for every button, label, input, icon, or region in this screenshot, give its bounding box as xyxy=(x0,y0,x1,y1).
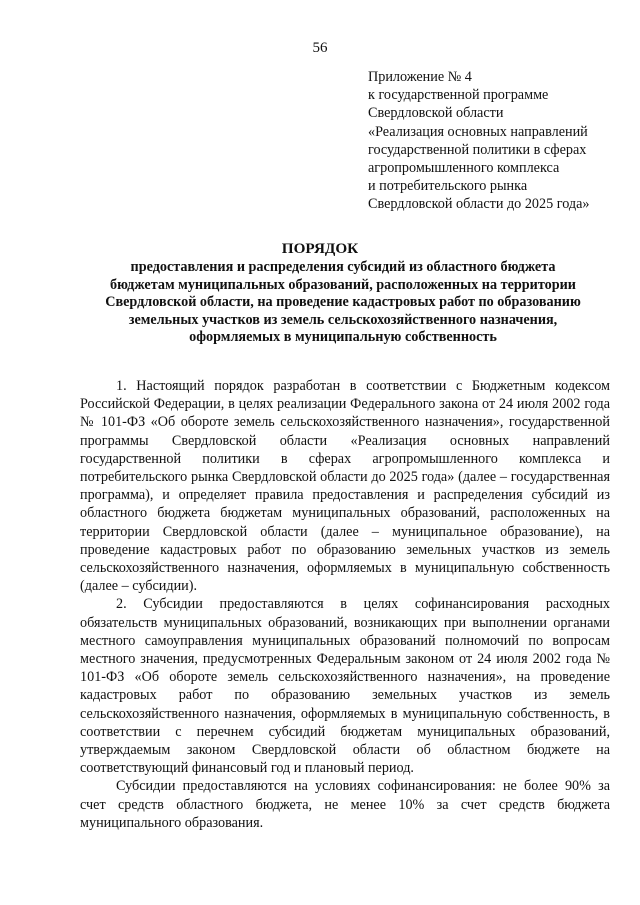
appendix-line: Приложение № 4 xyxy=(368,69,472,85)
subtitle-line: оформляемых в муниципальную собственность xyxy=(189,329,497,346)
subtitle-line: Свердловской области, на проведение кадастровых работ по образованию xyxy=(105,294,581,311)
document-body xyxy=(80,377,610,832)
paragraph-3: Субсидии предоставляются на условиях софинансирования: не более 90% за счет средств областного бюджета, не менее 10% за счет средств бюджета муниципального образования. xyxy=(80,778,610,831)
appendix-line: «Реализация основных направлений xyxy=(368,123,588,140)
paragraph-1: 1. Настоящий порядок разработан в соответствии с Бюджетным кодексом Российской Федерации, в целях реализации Федерального закона от 24 июля 2002 года № 101-ФЗ «Об обороте земель сельскохозяйственного назначения», государственной программы Свердловской области «Реализация основных направлений государственной политики в сферах агропромышленного комплекса и потребительского рынка Свердловской области до 2025 года» (далее – государственная программа), и определяет правила предоставления и распределения субсидий из областного бюджета бюджетам муниципальных образований, расположенных на территории Свердловской области (далее – муниципальное образование), на проведение кадастровых работ по образованию земельных участков из земель сельскохозяйственного назначения, оформляемых в муниципальную собственность (далее – субсидии). xyxy=(80,378,610,595)
page-number: 56 xyxy=(312,40,328,56)
document-title: ПОРЯДОК xyxy=(281,240,359,257)
appendix-line: и потребительского рынка xyxy=(368,178,528,195)
appendix-line: агропромышленного комплекса xyxy=(368,160,560,177)
appendix-header xyxy=(368,68,630,214)
subtitle-line: бюджетам муниципальных образований, расположенных на территории xyxy=(110,276,576,293)
appendix-line: Свердловской области xyxy=(368,105,504,122)
appendix-line: государственной политики в сферах xyxy=(368,141,587,158)
subtitle-line: предоставления и распределения субсидий из областного бюджета xyxy=(130,259,556,275)
subtitle-line: земельных участков из земель сельскохозяйственного назначения, xyxy=(128,311,558,328)
document-subtitle xyxy=(78,259,608,347)
appendix-line: к государственной программе xyxy=(368,87,549,104)
appendix-line: Свердловской области до 2025 года» xyxy=(368,196,590,213)
paragraph-2: 2. Субсидии предоставляются в целях софинансирования расходных обязательств муниципальных образований, возникающих при выполнении органами местного самоуправления муниципальных образований полномочий по вопросам местного значения, предусмотренных Федеральным законом от 24 июля 2002 года № 101-ФЗ «Об обороте земель сельскохозяйственного назначения», на проведение кадастровых работ по образованию земельных участков из земель сельскохозяйственного назначения, оформляемых в муниципальную собственность, в соответствии с перечнем субсидий бюджетам муниципальных образований, утверждаемым законом Свердловской области об областном бюджете на соответствующий финансовый год и плановый период. xyxy=(80,596,610,777)
